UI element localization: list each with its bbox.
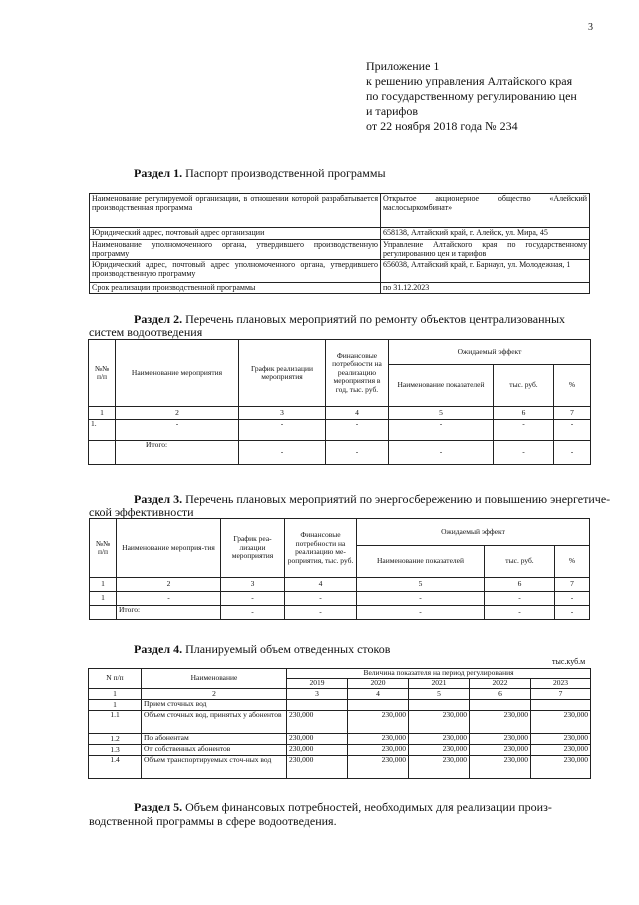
appendix-line: по государственному регулированию цен <box>366 89 577 103</box>
header-cell: №№ п/п <box>89 340 116 407</box>
table-row <box>89 441 591 465</box>
table-cell: От собственных абонентов <box>142 745 287 756</box>
table-cell: 1 <box>89 689 142 700</box>
table-cell: 3 <box>221 578 285 592</box>
table-cell: 230,000 <box>409 711 470 734</box>
table-cell: 230,000 <box>531 745 591 756</box>
section-2-title <box>134 312 594 327</box>
header-cell: Наименование показателей <box>389 365 494 407</box>
table-cell: - <box>326 441 389 465</box>
table-cell: 230,000 <box>470 711 531 734</box>
table-row <box>90 228 590 240</box>
table-row <box>89 669 591 679</box>
section-title: Паспорт производственной программы <box>185 166 386 180</box>
header-cell: Ожидаемый эффект <box>357 519 590 546</box>
table-row <box>90 519 590 546</box>
section-title: Перечень плановых мероприятий по энергосбережению и повышению энергетиче- <box>185 492 611 506</box>
table-cell: Наименование уполномоченного органа, утвердившего производственную программу <box>90 240 381 260</box>
table-cell <box>409 700 470 711</box>
section-4-title <box>134 642 390 657</box>
section-number: Раздел 5. <box>134 800 183 814</box>
header-cell: 2019 <box>287 679 348 689</box>
table-cell: 7 <box>554 407 591 420</box>
table-cell: по 31.12.2023 <box>381 283 590 294</box>
table-cell: 2 <box>117 578 221 592</box>
table-cell: 230,000 <box>287 734 348 745</box>
table-cell: 230,000 <box>470 734 531 745</box>
table-cell: 230,000 <box>409 756 470 779</box>
table-cell: 656038, Алтайский край, г. Барнаул, ул. Молодежная, 1 <box>381 260 590 283</box>
table-row <box>89 711 591 734</box>
section-1-title <box>134 166 386 181</box>
section-number: Раздел 4. <box>134 642 183 656</box>
section-title: Перечень плановых мероприятий по ремонту объектов централизованных <box>185 312 566 326</box>
table-cell <box>470 700 531 711</box>
section-5-text-cont: водственной программы в сфере водоотведения. <box>89 814 337 828</box>
appendix-line: от 22 ноября 2018 года № 234 <box>366 119 518 133</box>
table-row <box>90 240 590 260</box>
table-cell: - <box>554 420 591 441</box>
table-cell: - <box>554 441 591 465</box>
table-cell <box>348 700 409 711</box>
table-cell: - <box>555 606 590 620</box>
table-cell: 230,000 <box>409 734 470 745</box>
appendix-line: Приложение 1 <box>366 59 440 73</box>
table-cell: 5 <box>389 407 494 420</box>
table-cell: 230,000 <box>470 745 531 756</box>
table-cell: 3 <box>287 689 348 700</box>
table-cell: - <box>485 606 555 620</box>
table-cell: 230,000 <box>531 756 591 779</box>
header-cell: N п/п <box>89 669 142 689</box>
table-row <box>89 689 591 700</box>
table-cell: 1.3 <box>89 745 142 756</box>
table-cell: Итого: <box>117 606 221 620</box>
header-cell: % <box>554 365 591 407</box>
table-cell: 230,000 <box>348 756 409 779</box>
table-cell: 4 <box>348 689 409 700</box>
table-cell <box>89 441 116 465</box>
wastewater-volume-table <box>88 668 591 779</box>
table-cell: 230,000 <box>409 745 470 756</box>
table-cell: - <box>494 420 554 441</box>
table-row <box>89 407 591 420</box>
section-3-title-cont: ской эффективности <box>89 505 194 519</box>
table-row <box>89 420 591 441</box>
section-5-title <box>134 800 594 815</box>
table-cell: - <box>357 606 485 620</box>
table-cell: - <box>116 420 239 441</box>
table-row <box>90 592 590 606</box>
header-cell: Наименование мероприятия <box>116 340 239 407</box>
table-cell: 230,000 <box>348 734 409 745</box>
table-cell: 1.1 <box>89 711 142 734</box>
appendix-header <box>366 59 626 134</box>
table-cell: 230,000 <box>470 756 531 779</box>
table-cell: 7 <box>555 578 590 592</box>
header-cell: тыс. руб. <box>494 365 554 407</box>
table-cell: 1 <box>89 700 142 711</box>
table-cell: 658138, Алтайский край, г. Алейск, ул. Мира, 45 <box>381 228 590 240</box>
table-cell: - <box>285 606 357 620</box>
unit-label: тыс.куб.м <box>552 657 586 666</box>
table-row <box>89 340 591 365</box>
table-cell: 4 <box>326 407 389 420</box>
table-row <box>90 578 590 592</box>
table-cell: 230,000 <box>287 756 348 779</box>
table-cell: - <box>555 592 590 606</box>
table-cell: Наименование регулируемой организации, в отношении которой разрабатывается производственная программа <box>90 194 381 228</box>
table-cell: - <box>357 592 485 606</box>
section-number: Раздел 1. <box>134 166 183 180</box>
table-cell: - <box>389 420 494 441</box>
table-cell: 7 <box>531 689 591 700</box>
table-row <box>90 283 590 294</box>
table-row <box>89 700 591 711</box>
section-number: Раздел 2. <box>134 312 183 326</box>
table-cell: - <box>239 441 326 465</box>
table-cell: - <box>285 592 357 606</box>
table-cell: 6 <box>485 578 555 592</box>
header-cell: Величина показателя на период регулирования <box>287 669 591 679</box>
table-cell: - <box>117 592 221 606</box>
table-cell <box>531 700 591 711</box>
table-cell: Объем сточных вод, принятых у абонентов <box>142 711 287 734</box>
table-cell: Юридический адрес, почтовый адрес уполномоченного органа, утвердившего производственную программу <box>90 260 381 283</box>
energy-measures-table <box>89 518 590 620</box>
table-cell: - <box>239 420 326 441</box>
page-number: 3 <box>588 22 593 33</box>
section-2-title-cont: систем водоотведения <box>89 325 203 339</box>
table-cell: 1 <box>89 407 116 420</box>
table-cell: 2 <box>116 407 239 420</box>
table-cell: 1.4 <box>89 756 142 779</box>
table-cell: 1 <box>90 578 117 592</box>
passport-table <box>89 193 590 294</box>
header-cell: Наименование <box>142 669 287 689</box>
table-cell: 5 <box>357 578 485 592</box>
header-cell: % <box>555 546 590 578</box>
table-row <box>90 260 590 283</box>
section-3-title <box>134 492 611 507</box>
table-cell: По абонентам <box>142 734 287 745</box>
table-cell <box>90 606 117 620</box>
table-cell: Открытое акционерное общество «Алейский маслосыркомбинат» <box>381 194 590 228</box>
table-cell: Объем транспортируемых сточ-ных вод <box>142 756 287 779</box>
header-cell: Финансовые потребности на реализацию ме-роприятия, тыс. руб. <box>285 519 357 578</box>
header-cell: Финансовые потребности на реализацию мероприятия в год, тыс. руб. <box>326 340 389 407</box>
table-cell: 1.2 <box>89 734 142 745</box>
table-cell: - <box>221 592 285 606</box>
table-row <box>90 194 590 228</box>
section-title: Планируемый объем отведенных стоков <box>185 642 391 656</box>
table-cell: Юридический адрес, почтовый адрес организации <box>90 228 381 240</box>
table-cell: Управление Алтайского края по государственному регулированию цен и тарифов <box>381 240 590 260</box>
table-cell: 1 <box>90 592 117 606</box>
appendix-line: к решению управления Алтайского края <box>366 74 573 88</box>
table-cell: Прием сточных вод <box>142 700 287 711</box>
table-cell: 230,000 <box>348 745 409 756</box>
table-cell: 230,000 <box>287 711 348 734</box>
table-cell: - <box>221 606 285 620</box>
table-cell: 6 <box>470 689 531 700</box>
repair-measures-table <box>88 339 591 465</box>
header-cell: 2021 <box>409 679 470 689</box>
table-cell: - <box>494 441 554 465</box>
table-cell: 230,000 <box>531 711 591 734</box>
table-cell: Итого: <box>116 441 239 465</box>
header-cell: Наименование мероприя-тия <box>117 519 221 578</box>
header-cell: 2020 <box>348 679 409 689</box>
table-cell: 4 <box>285 578 357 592</box>
table-cell: - <box>389 441 494 465</box>
table-cell: 230,000 <box>348 711 409 734</box>
section-text: Объем финансовых потребностей, необходимых для реализации произ- <box>185 800 552 814</box>
table-cell: 230,000 <box>287 745 348 756</box>
table-cell: 2 <box>142 689 287 700</box>
table-cell: - <box>326 420 389 441</box>
header-cell: 2023 <box>531 679 591 689</box>
table-cell: Срок реализации производственной программы <box>90 283 381 294</box>
header-cell: 2022 <box>470 679 531 689</box>
table-cell: 5 <box>409 689 470 700</box>
header-cell: Ожидаемый эффект <box>389 340 591 365</box>
header-cell: Наименование показателей <box>357 546 485 578</box>
header-cell: График реализации мероприятия <box>239 340 326 407</box>
table-row <box>90 606 590 620</box>
table-row <box>89 734 591 745</box>
header-cell: График реа-лизации мероприятия <box>221 519 285 578</box>
header-cell: тыс. руб. <box>485 546 555 578</box>
table-cell <box>287 700 348 711</box>
table-cell: 1. <box>89 420 116 441</box>
table-cell: 230,000 <box>531 734 591 745</box>
table-row <box>89 756 591 779</box>
table-cell: 3 <box>239 407 326 420</box>
table-cell: 6 <box>494 407 554 420</box>
appendix-line: и тарифов <box>366 104 419 118</box>
header-cell: №№ п/п <box>90 519 117 578</box>
table-row <box>89 745 591 756</box>
table-cell: - <box>485 592 555 606</box>
section-number: Раздел 3. <box>134 492 183 506</box>
